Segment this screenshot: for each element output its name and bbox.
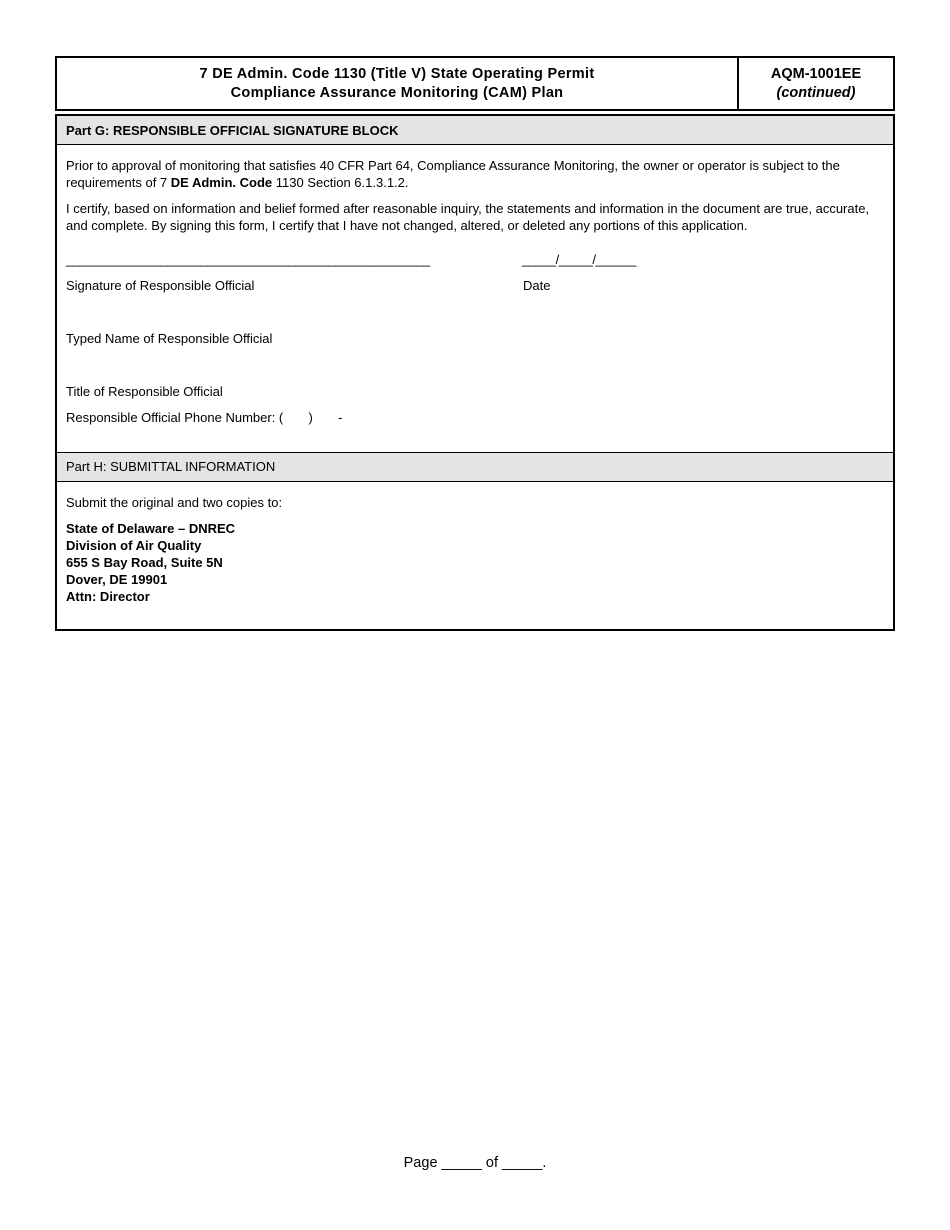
typed-name-label: Typed Name of Responsible Official	[66, 331, 273, 346]
form-code: AQM-1001EE	[770, 65, 862, 82]
address-line: State of Delaware – DNREC	[66, 521, 236, 536]
para1-text-bold: DE Admin. Code	[170, 174, 273, 190]
form-title-line1: 7 DE Admin. Code 1130 (Title V) State Operating Permit	[199, 65, 595, 82]
phone-label: Responsible Official Phone Number: ( ) -	[66, 410, 343, 425]
para1-text-b: 1130 Section 6.1.3.1.2.	[272, 174, 409, 190]
page-number: Page _____ of _____.	[403, 1155, 547, 1171]
mailing-address	[66, 520, 884, 605]
address-line: 655 S Bay Road, Suite 5N	[66, 555, 223, 570]
part-h-heading: Part H: SUBMITTAL INFORMATION	[57, 452, 893, 482]
part-g-content	[57, 158, 893, 427]
form-title	[57, 58, 739, 109]
form-title-line2: Compliance Assurance Monitoring (CAM) Plan	[230, 84, 564, 101]
para1-text-a: Prior to approval of monitoring that satisfies 40 CFR Part 64, Compliance Assurance Monitoring, the owner or operator is subject to the requirements of 7	[66, 158, 840, 190]
form-code-block	[739, 58, 893, 109]
address-line: Attn: Director	[66, 589, 150, 604]
part-h-content	[57, 495, 893, 606]
signature-labels	[66, 278, 884, 296]
date-field[interactable]: _____/_____/______	[522, 252, 636, 267]
part-g-paragraph-2: I certify, based on information and belief formed after reasonable inquiry, the statements and information in the document are true, accurate, and complete. By signing this form, I certify that I have not changed, altered, or deleted any portions of this application.	[66, 201, 870, 233]
continued-label: (continued)	[776, 84, 856, 101]
part-g-heading: Part G: RESPONSIBLE OFFICIAL SIGNATURE BLOCK	[57, 116, 893, 145]
address-line: Division of Air Quality	[66, 538, 202, 553]
address-line: Dover, DE 19901	[66, 572, 168, 587]
form-header	[55, 56, 895, 111]
form-body	[55, 114, 895, 631]
signature-lines	[66, 252, 884, 272]
signature-label: Signature of Responsible Official	[66, 278, 255, 293]
submittal-intro: Submit the original and two copies to:	[66, 494, 283, 510]
signature-field[interactable]: ______________________________________________________	[66, 252, 430, 267]
part-g-paragraph-1	[66, 158, 884, 191]
title-label: Title of Responsible Official	[66, 383, 223, 399]
date-label: Date	[523, 278, 551, 293]
